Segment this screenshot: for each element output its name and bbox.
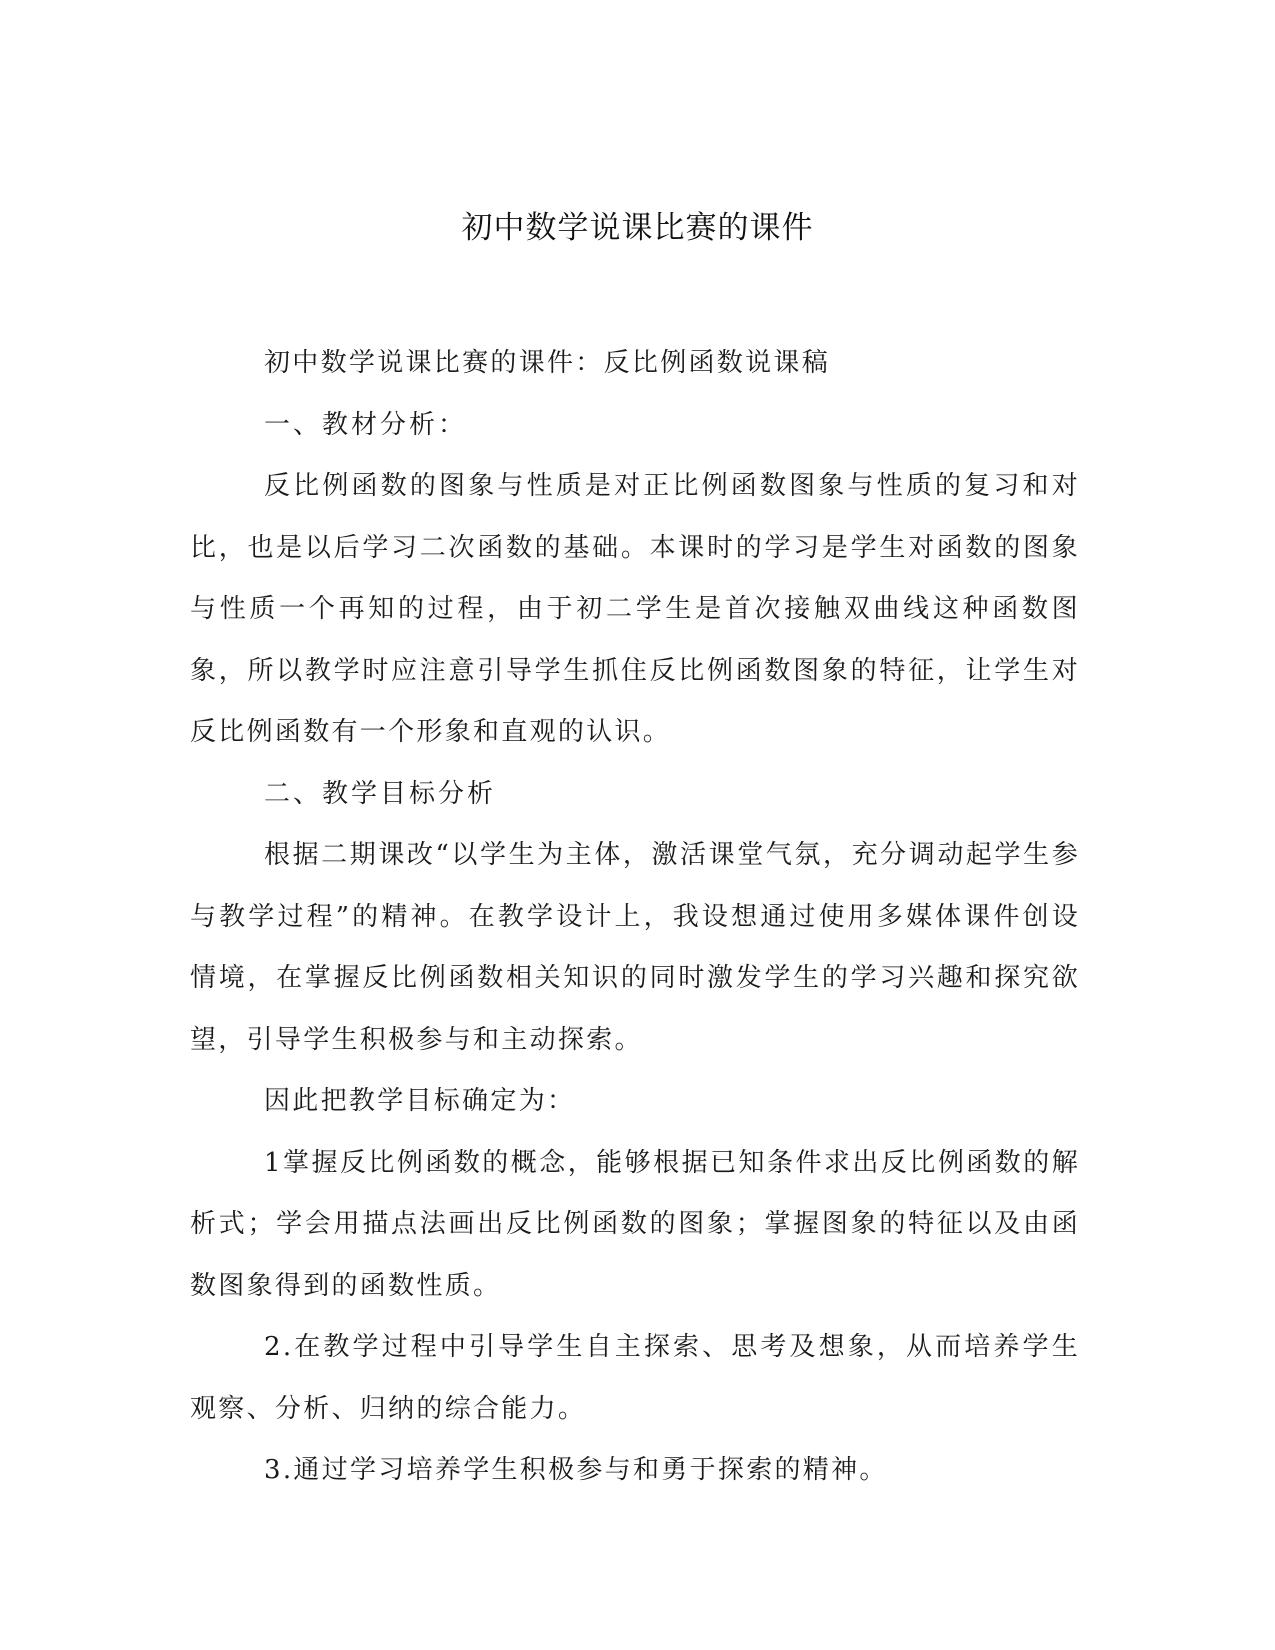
subtitle-paragraph: 初中数学说课比赛的课件：反比例函数说课稿	[264, 348, 831, 378]
goal-item-3: 3.通过学习培养学生积极参与和勇于探索的精神。	[264, 1455, 888, 1485]
section-heading-teaching-goals: 二、教学目标分析	[264, 778, 497, 809]
document-title: 初中数学说课比赛的课件	[461, 210, 814, 246]
goal-item-2: 2.在教学过程中引导学生自主探索、思考及想象，从而培养学生观察、分析、归纳的综合能力。	[190, 1332, 1080, 1424]
document-body	[190, 333, 1080, 1502]
section-heading-textbook-analysis: 一、教材分析：	[264, 409, 468, 440]
goal-item-1: 1掌握反比例函数的概念，能够根据已知条件求出反比例函数的解析式；学会用描点法画出反比例函数的图象；掌握图象的特征以及由函数图象得到的函数性质。	[190, 1147, 1080, 1301]
paragraph-textbook-analysis: 反比例函数的图象与性质是对正比例函数图象与性质的复习和对比，也是以后学习二次函数的基础。本课时的学习是学生对函数的图象与性质一个再知的过程，由于初二学生是首次接触双曲线这种函数图象，所以教学时应注意引导学生抓住反比例函数图象的特征，让学生对反比例函数有一个形象和直观的认识。	[190, 471, 1080, 747]
paragraph-goals-intro: 因此把教学目标确定为：	[264, 1086, 576, 1116]
paragraph-teaching-goals: 根据二期课改“以学生为主体，激活课堂气氛，充分调动起学生参与教学过程”的精神。在教学设计上，我设想通过使用多媒体课件创设情境，在掌握反比例函数相关知识的同时激发学生的学习兴趣和探究欲望，引导学生积极参与和主动探索。	[190, 840, 1080, 1055]
